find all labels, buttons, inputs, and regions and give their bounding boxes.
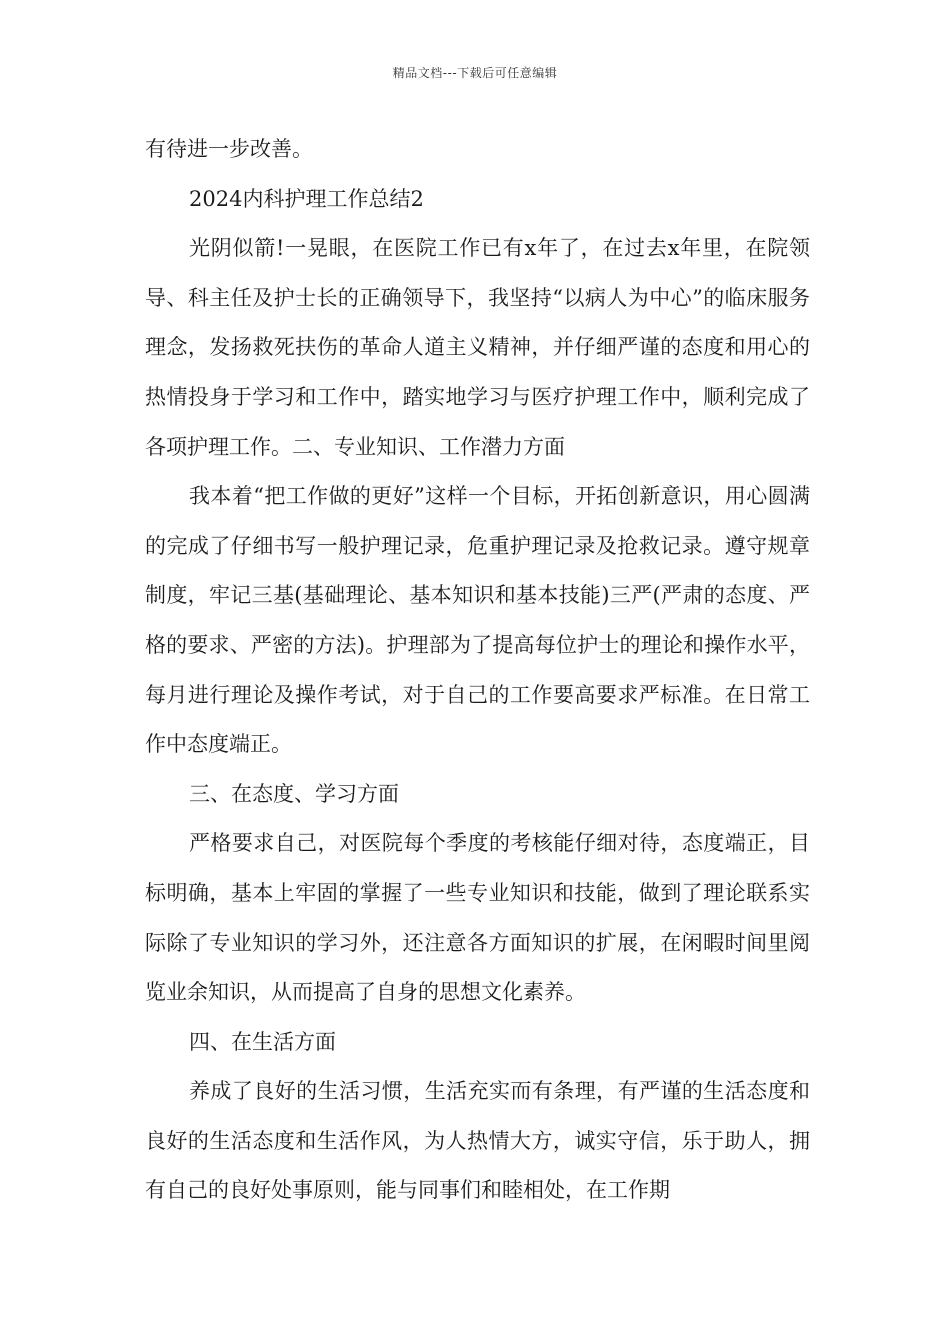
- section-title: 2024内科护理工作总结2: [189, 186, 424, 211]
- paragraph: 严格要求自己，对医院每个季度的考核能仔细对待，态度端正，目标明确，基本上牢固的掌握了一些专业知识和技能，做到了理论联系实际除了专业知识的学习外，还注意各方面知识的扩展，在闲暇时间里阅览业余知识，从而提高了自身的思想文化素养。: [145, 831, 810, 1005]
- paragraph: 我本着“把工作做的更好”这样一个目标，开拓创新意识，用心圆满的完成了仔细书写一般护理记录，危重护理记录及抢救记录。遵守规章制度，牢记三基(基础理论、基本知识和基本技能)三严(严肃的态度、严格的要求、严密的方法)。护理部为了提高每位护士的理论和操作水平，每月进行理论及操作考试，对于自己的工作要高要求严标准。在日常工作中态度端正。: [145, 484, 810, 757]
- section-heading: 三、在态度、学习方面: [189, 781, 399, 806]
- paragraph: 光阴似箭!一晃眼，在医院工作已有x年了，在过去x年里，在院领导、科主任及护士长的正确领导下，我坚持“以病人为中心”的临床服务理念，发扬救死扶伤的革命人道主义精神，并仔细严谨的态度和用心的热情投身于学习和工作中，踏实地学习与医疗护理工作中，顺利完成了各项护理工作。二、专业知识、工作潜力方面: [145, 236, 810, 459]
- section-heading: 四、在生活方面: [189, 1029, 336, 1054]
- page-header: 精品文档---下载后可任意编辑: [392, 66, 558, 80]
- document-body: [145, 125, 810, 1216]
- paragraph: 养成了良好的生活习惯，生活充实而有条理，有严谨的生活态度和良好的生活态度和生活作风，为人热情大方，诚实守信，乐于助人，拥有自己的良好处事原则，能与同事们和睦相处，在工作期: [145, 1079, 810, 1203]
- paragraph: 有待进一步改善。: [145, 137, 313, 161]
